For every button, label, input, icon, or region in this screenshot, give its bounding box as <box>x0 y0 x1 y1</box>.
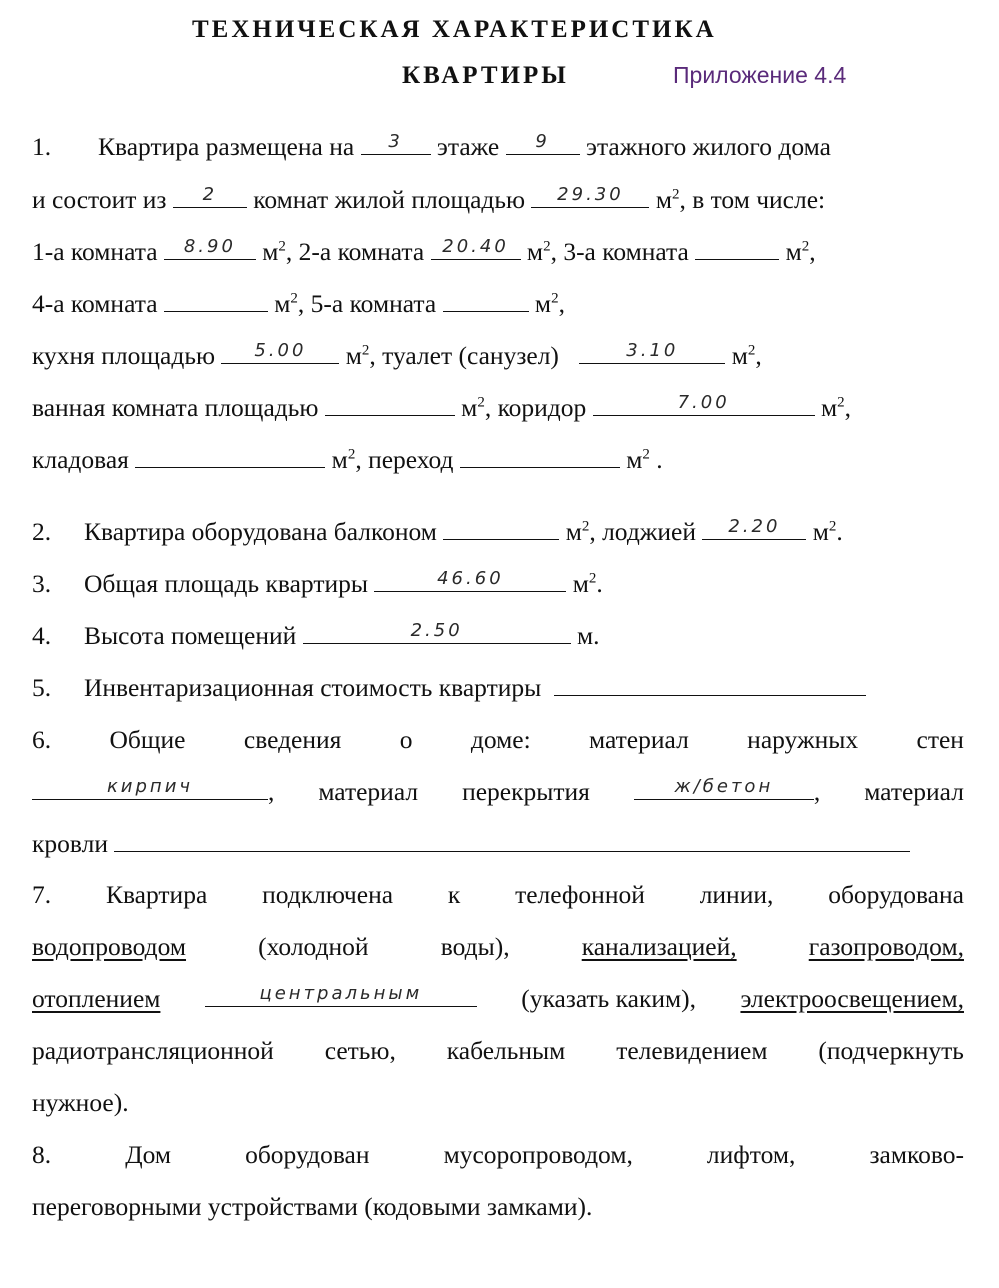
unit-m: м <box>461 393 478 422</box>
electric-underlined: электроосвещением, <box>740 984 964 1013</box>
s4-line <box>32 619 600 653</box>
passage-field[interactable] <box>460 443 620 468</box>
punct: , <box>558 289 565 318</box>
s7-word: линии, <box>699 880 774 909</box>
room4-field[interactable] <box>164 287 268 312</box>
s7-line4 <box>32 1034 964 1068</box>
s7-word: кабельным <box>446 1036 566 1065</box>
s5-text: Инвентаризационная стоимость квартиры <box>84 673 542 702</box>
height-field[interactable] <box>303 619 571 644</box>
s1-line2 <box>32 183 825 217</box>
s6-word: материал <box>589 725 689 754</box>
s3-text: Общая площадь квартиры <box>84 569 368 598</box>
s7-word: Квартира <box>105 880 208 909</box>
room2-value: 20.40 <box>442 236 509 257</box>
s8-word: переговорными устройствами (кодовыми замками). <box>32 1192 593 1221</box>
unit-sq: 2 <box>642 446 650 463</box>
punct: , <box>755 341 762 370</box>
s7-word: подключена <box>262 880 394 909</box>
s1-line3 <box>32 235 816 269</box>
unit-sq: 2 <box>361 342 370 359</box>
s6-line2: кирпич , материал перекрытия ж/бетон , материал <box>32 775 964 809</box>
s1-line4 <box>32 287 565 321</box>
s7-word: к <box>447 880 461 909</box>
s6-word: материал <box>864 777 964 806</box>
s8-word: лифтом, <box>706 1140 796 1169</box>
unit-m: м <box>821 393 838 422</box>
punct: , <box>844 393 852 422</box>
unit-sq: 2 <box>588 570 597 587</box>
roof-field[interactable] <box>114 827 910 852</box>
s7-word: (подчеркнуть <box>818 1036 964 1065</box>
floors-total-field[interactable] <box>506 130 580 155</box>
s7-line1 <box>32 878 964 912</box>
s7-word: радиотрансляционной <box>32 1036 274 1065</box>
passage-label: , переход <box>355 445 454 474</box>
punct: . <box>836 517 843 546</box>
s4-text: Высота помещений <box>84 621 297 650</box>
floors-material-field[interactable] <box>634 775 814 800</box>
s1-text: комнат жилой площадью <box>253 185 526 214</box>
s8-line1 <box>32 1138 964 1172</box>
s8-word: Дом <box>125 1140 171 1169</box>
s1-line1 <box>32 130 831 164</box>
s3-number: 3. <box>32 569 52 598</box>
walls-value: кирпич <box>106 776 194 797</box>
corridor-label: , коридор <box>484 393 587 422</box>
living-area-value: 29.30 <box>557 184 624 205</box>
corridor-value: 7.00 <box>677 392 730 413</box>
s7-line5 <box>32 1086 129 1120</box>
s1-number: 1. <box>32 132 52 161</box>
s7-word: телефонной <box>515 880 645 909</box>
bath-field[interactable] <box>325 391 455 416</box>
toilet-label: , туалет (санузел) <box>369 341 559 370</box>
heating-field[interactable] <box>205 982 477 1007</box>
s6-line1 <box>32 723 964 757</box>
unit-sq: 2 <box>801 238 810 255</box>
room3-label: , 3-а комната <box>550 237 689 266</box>
unit-m: м <box>655 185 672 214</box>
s1-text: и состоит из <box>32 185 167 214</box>
room5-field[interactable] <box>443 287 529 312</box>
unit-m: м <box>565 517 582 546</box>
unit-m: м <box>626 445 643 474</box>
balcony-field[interactable] <box>443 515 559 540</box>
unit-sq: 2 <box>828 518 837 535</box>
s2-text: , лоджией <box>589 517 697 546</box>
s2-number: 2. <box>32 517 52 546</box>
appendix-label: Приложение 4.4 <box>673 62 847 88</box>
s7-word: оборудована <box>828 880 964 909</box>
total-area-field[interactable] <box>374 567 566 592</box>
kitchen-field[interactable] <box>221 339 339 364</box>
s6-word: доме: <box>470 725 531 754</box>
s7-line2 <box>32 930 964 964</box>
total-area-value: 46.60 <box>437 568 504 589</box>
s8-word: оборудован <box>245 1140 370 1169</box>
s8-word: мусоропроводом, <box>443 1140 633 1169</box>
sewer-underlined: канализацией, <box>581 932 737 961</box>
s7-word: (холодной <box>258 932 369 961</box>
unit-m: м <box>262 237 279 266</box>
unit-m: м <box>274 289 291 318</box>
unit-sq: 2 <box>671 186 680 203</box>
floor-value: 3 <box>388 131 403 152</box>
unit-m: м <box>731 341 748 370</box>
s1-line6 <box>32 391 851 425</box>
floors-total-value: 9 <box>535 131 550 152</box>
heating-value: центральным <box>259 983 423 1004</box>
s7-word: телевидением <box>616 1036 768 1065</box>
s6-number: 6. <box>32 725 52 754</box>
punct: , <box>809 237 816 266</box>
unit-m: м <box>331 445 348 474</box>
unit-m: м <box>572 569 589 598</box>
s7-word: (указать каким), <box>521 984 697 1013</box>
room1-label: 1-а комната <box>32 237 158 266</box>
toilet-value: 3.10 <box>626 340 679 361</box>
s7-word: сетью, <box>324 1036 396 1065</box>
s7-word: воды), <box>440 932 510 961</box>
kitchen-label: кухня площадью <box>32 341 216 370</box>
unit-m: м <box>785 237 802 266</box>
unit-m: м. <box>577 621 600 650</box>
roof-label: кровли <box>32 829 108 858</box>
heating-underlined: отоплением <box>32 984 161 1013</box>
s1-text: , в том числе: <box>679 185 826 214</box>
s6-word: о <box>399 725 413 754</box>
s1-line5 <box>32 339 762 373</box>
s5-line <box>32 671 866 705</box>
s6-word: перекрытия <box>462 777 590 806</box>
unit-m: м <box>534 289 552 318</box>
unit-m: м <box>812 517 829 546</box>
s5-number: 5. <box>32 673 52 702</box>
room5-label: , 5-а комната <box>297 289 437 318</box>
s6-word: наружных <box>747 725 859 754</box>
living-area-field[interactable] <box>531 183 649 208</box>
rooms-value: 2 <box>202 184 218 205</box>
unit-sq: 2 <box>543 238 551 255</box>
unit-sq: 2 <box>551 290 559 307</box>
floors-material-value: ж/бетон <box>674 776 774 797</box>
loggia-value: 2.20 <box>728 516 781 537</box>
unit-sq: 2 <box>290 290 298 307</box>
s2-line <box>32 515 843 549</box>
s2-text: Квартира оборудована балконом <box>84 517 437 546</box>
punct: . <box>649 445 663 474</box>
room2-label: , 2-а комната <box>285 237 425 266</box>
room1-value: 8.90 <box>183 236 236 257</box>
s1-text: этаже <box>436 132 500 161</box>
room1-field[interactable] <box>164 235 256 260</box>
kitchen-value: 5.00 <box>254 340 307 361</box>
unit-sq: 2 <box>347 446 356 463</box>
pantry-label: кладовая <box>32 445 129 474</box>
s7-number: 7. <box>32 880 52 909</box>
s4-number: 4. <box>32 621 52 650</box>
s6-word: сведения <box>243 725 342 754</box>
gas-underlined: газопроводом, <box>808 932 964 961</box>
page-title: ТЕХНИЧЕСКАЯ ХАРАКТЕРИСТИКА <box>192 16 717 43</box>
unit-sq: 2 <box>581 518 590 535</box>
unit-sq: 2 <box>477 394 485 411</box>
unit-sq: 2 <box>278 238 286 255</box>
s6-word: Общие <box>109 725 186 754</box>
s8-line2 <box>32 1190 592 1224</box>
bath-label: ванная комната площадью <box>32 393 319 422</box>
s6-line3 <box>32 827 910 861</box>
s1-text: Квартира размещена на <box>98 132 355 161</box>
toilet-field[interactable] <box>579 339 725 364</box>
s3-line <box>32 567 603 601</box>
cost-field[interactable] <box>554 671 866 696</box>
loggia-field[interactable] <box>702 515 806 540</box>
unit-sq: 2 <box>837 394 845 411</box>
s7-line3 <box>32 982 964 1016</box>
s6-word: стен <box>916 725 964 754</box>
room3-field[interactable] <box>695 235 779 260</box>
corridor-field[interactable] <box>593 391 815 416</box>
unit-sq: 2 <box>747 342 756 359</box>
walls-field[interactable] <box>32 775 268 800</box>
s6-word: материал <box>318 777 419 806</box>
s8-word: замково- <box>869 1140 964 1169</box>
unit-m: м <box>345 341 362 370</box>
s8-number: 8. <box>32 1140 52 1169</box>
s7-word: нужное). <box>32 1088 129 1117</box>
unit-m: м <box>526 237 544 266</box>
s1-line7 <box>32 443 663 477</box>
room4-label: 4-а комната <box>32 289 158 318</box>
floor-field[interactable] <box>361 130 431 155</box>
rooms-field[interactable] <box>173 183 247 208</box>
height-value: 2.50 <box>410 620 463 641</box>
pantry-field[interactable] <box>135 443 325 468</box>
s1-text: этажного жилого дома <box>586 132 831 161</box>
water-supply-underlined: водопроводом <box>32 932 187 961</box>
page-title-line2: КВАРТИРЫ <box>402 62 569 89</box>
room2-field[interactable] <box>431 235 521 260</box>
punct: . <box>596 569 603 598</box>
